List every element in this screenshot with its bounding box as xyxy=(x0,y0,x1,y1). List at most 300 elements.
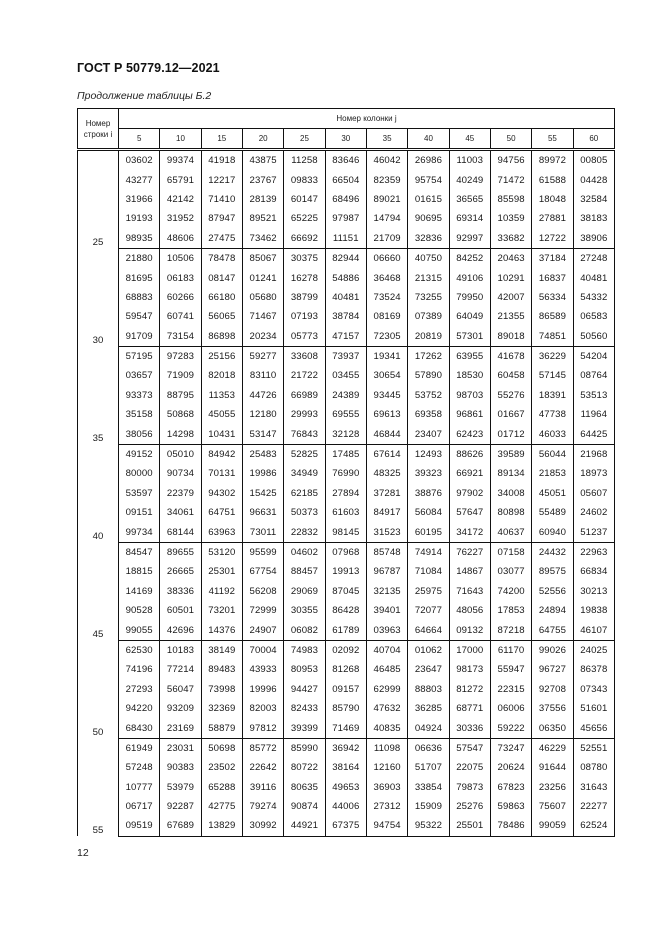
table-cell: 92997 xyxy=(449,229,490,249)
table-row xyxy=(78,582,615,601)
table-cell: 69314 xyxy=(449,209,490,228)
table-cell: 27293 xyxy=(119,680,160,699)
table-cell: 59222 xyxy=(490,718,531,738)
table-cell: 41918 xyxy=(201,150,242,171)
table-cell: 25501 xyxy=(449,816,490,836)
column-group-header: Номер колонки j xyxy=(119,109,615,129)
table-row xyxy=(78,542,615,562)
row-number-label: 50 xyxy=(78,640,119,738)
table-cell: 57890 xyxy=(408,366,449,385)
table-cell: 65288 xyxy=(201,778,242,797)
table-cell: 60501 xyxy=(160,601,201,620)
table-cell: 38183 xyxy=(573,209,614,228)
table-cell: 22315 xyxy=(490,680,531,699)
table-cell: 32135 xyxy=(366,582,407,601)
table-cell: 90528 xyxy=(119,601,160,620)
table-cell: 28139 xyxy=(242,190,283,209)
table-cell: 74851 xyxy=(532,327,573,347)
table-row xyxy=(78,190,615,209)
table-cell: 55276 xyxy=(490,386,531,405)
table-cell: 89018 xyxy=(490,327,531,347)
table-row xyxy=(78,738,615,758)
table-header-row-2 xyxy=(78,129,615,150)
table-cell: 81695 xyxy=(119,268,160,287)
table-cell: 01062 xyxy=(408,640,449,660)
table-cell: 73462 xyxy=(242,229,283,249)
table-cell: 55947 xyxy=(490,660,531,679)
table-cell: 53979 xyxy=(160,778,201,797)
table-cell: 67689 xyxy=(160,816,201,836)
table-cell: 24894 xyxy=(532,601,573,620)
table-cell: 65225 xyxy=(284,209,325,228)
table-cell: 46844 xyxy=(366,424,407,444)
table-cell: 32128 xyxy=(325,424,366,444)
table-cell: 56065 xyxy=(201,307,242,326)
table-cell: 37556 xyxy=(532,699,573,718)
table-cell: 97902 xyxy=(449,484,490,503)
table-row xyxy=(78,522,615,542)
table-row xyxy=(78,346,615,366)
column-number-header: 60 xyxy=(573,129,614,150)
table-row xyxy=(78,268,615,287)
table-cell: 40481 xyxy=(325,288,366,307)
table-cell: 19986 xyxy=(242,464,283,483)
table-cell: 00805 xyxy=(573,150,614,171)
table-cell: 74200 xyxy=(490,582,531,601)
table-cell: 67754 xyxy=(242,562,283,581)
table-cell: 04428 xyxy=(573,170,614,189)
table-cell: 43933 xyxy=(242,660,283,679)
table-cell: 30654 xyxy=(366,366,407,385)
table-cell: 99055 xyxy=(119,620,160,640)
table-cell: 79950 xyxy=(449,288,490,307)
table-cell: 40637 xyxy=(490,522,531,542)
table-cell: 86378 xyxy=(573,660,614,679)
table-row xyxy=(78,503,615,522)
table-cell: 74983 xyxy=(284,640,325,660)
table-cell: 69613 xyxy=(366,405,407,424)
table-cell: 61949 xyxy=(119,738,160,758)
table-cell: 71643 xyxy=(449,582,490,601)
table-cell: 50373 xyxy=(284,503,325,522)
table-cell: 84917 xyxy=(366,503,407,522)
table-cell: 66921 xyxy=(449,464,490,483)
table-cell: 39116 xyxy=(242,778,283,797)
table-cell: 70131 xyxy=(201,464,242,483)
table-cell: 40750 xyxy=(408,248,449,268)
row-number-label: 30 xyxy=(78,248,119,346)
table-cell: 44006 xyxy=(325,797,366,816)
table-cell: 53120 xyxy=(201,542,242,562)
table-cell: 08780 xyxy=(573,758,614,777)
table-cell: 94302 xyxy=(201,484,242,503)
table-cell: 23256 xyxy=(532,778,573,797)
table-cell: 90383 xyxy=(160,758,201,777)
table-cell: 50868 xyxy=(160,405,201,424)
table-cell: 18973 xyxy=(573,464,614,483)
table-cell: 83110 xyxy=(242,366,283,385)
table-cell: 62530 xyxy=(119,640,160,660)
table-cell: 64049 xyxy=(449,307,490,326)
table-cell: 12180 xyxy=(242,405,283,424)
table-row xyxy=(78,444,615,464)
table-row xyxy=(78,248,615,268)
row-number-header xyxy=(78,109,119,150)
table-cell: 03657 xyxy=(119,366,160,385)
table-cell: 83646 xyxy=(325,150,366,171)
table-cell: 34008 xyxy=(490,484,531,503)
table-cell: 47738 xyxy=(532,405,573,424)
table-row xyxy=(78,229,615,249)
table-cell: 77214 xyxy=(160,660,201,679)
table-cell: 73937 xyxy=(325,346,366,366)
table-cell: 63963 xyxy=(201,522,242,542)
table-cell: 24907 xyxy=(242,620,283,640)
table-cell: 01712 xyxy=(490,424,531,444)
table-cell: 27894 xyxy=(325,484,366,503)
table-cell: 72305 xyxy=(366,327,407,347)
table-cell: 69358 xyxy=(408,405,449,424)
table-cell: 66692 xyxy=(284,229,325,249)
table-cell: 20624 xyxy=(490,758,531,777)
table-cell: 48606 xyxy=(160,229,201,249)
table-cell: 59863 xyxy=(490,797,531,816)
table-cell: 17262 xyxy=(408,346,449,366)
table-cell: 44921 xyxy=(284,816,325,836)
table-cell: 98935 xyxy=(119,229,160,249)
table-cell: 67823 xyxy=(490,778,531,797)
column-number-header: 30 xyxy=(325,129,366,150)
table-cell: 33682 xyxy=(490,229,531,249)
table-cell: 99026 xyxy=(532,640,573,660)
table-row xyxy=(78,758,615,777)
table-cell: 24389 xyxy=(325,386,366,405)
table-cell: 14298 xyxy=(160,424,201,444)
table-row xyxy=(78,797,615,816)
table-row xyxy=(78,170,615,189)
table-cell: 86428 xyxy=(325,601,366,620)
table-cell: 06183 xyxy=(160,268,201,287)
table-cell: 17853 xyxy=(490,601,531,620)
table-cell: 75607 xyxy=(532,797,573,816)
table-cell: 80000 xyxy=(119,464,160,483)
table-row xyxy=(78,816,615,836)
table-cell: 80635 xyxy=(284,778,325,797)
table-cell: 85790 xyxy=(325,699,366,718)
table-cell: 09157 xyxy=(325,680,366,699)
table-cell: 11151 xyxy=(325,229,366,249)
table-cell: 30992 xyxy=(242,816,283,836)
table-cell: 73524 xyxy=(366,288,407,307)
table-cell: 49653 xyxy=(325,778,366,797)
table-cell: 78486 xyxy=(490,816,531,836)
table-cell: 40481 xyxy=(573,268,614,287)
table-cell: 80953 xyxy=(284,660,325,679)
table-cell: 39589 xyxy=(490,444,531,464)
table-cell: 57145 xyxy=(532,366,573,385)
table-cell: 38164 xyxy=(325,758,366,777)
table-cell: 36229 xyxy=(532,346,573,366)
table-cell: 98173 xyxy=(449,660,490,679)
table-cell: 27475 xyxy=(201,229,242,249)
table-cell: 73201 xyxy=(201,601,242,620)
table-cell: 60266 xyxy=(160,288,201,307)
table-cell: 45051 xyxy=(532,484,573,503)
table-cell: 16837 xyxy=(532,268,573,287)
table-cell: 22075 xyxy=(449,758,490,777)
table-cell: 53597 xyxy=(119,484,160,503)
table-row xyxy=(78,484,615,503)
table-cell: 68430 xyxy=(119,718,160,738)
table-cell: 97987 xyxy=(325,209,366,228)
table-cell: 25276 xyxy=(449,797,490,816)
table-cell: 45656 xyxy=(573,718,614,738)
table-cell: 10431 xyxy=(201,424,242,444)
table-cell: 82944 xyxy=(325,248,366,268)
table-cell: 46033 xyxy=(532,424,573,444)
table-cell: 46107 xyxy=(573,620,614,640)
table-cell: 89972 xyxy=(532,150,573,171)
row-number-label: 25 xyxy=(78,150,119,249)
table-cell: 42696 xyxy=(160,620,201,640)
table-row xyxy=(78,680,615,699)
table-cell: 18391 xyxy=(532,386,573,405)
table-cell: 57647 xyxy=(449,503,490,522)
table-cell: 84547 xyxy=(119,542,160,562)
table-cell: 10183 xyxy=(160,640,201,660)
table-cell: 38056 xyxy=(119,424,160,444)
table-row xyxy=(78,620,615,640)
table-cell: 67375 xyxy=(325,816,366,836)
table-row xyxy=(78,209,615,228)
table-cell: 52825 xyxy=(284,444,325,464)
table-row xyxy=(78,660,615,679)
table-cell: 21722 xyxy=(284,366,325,385)
table-cell: 47157 xyxy=(325,327,366,347)
table-cell: 19996 xyxy=(242,680,283,699)
table-row xyxy=(78,150,615,171)
table-cell: 33608 xyxy=(284,346,325,366)
table-cell: 40704 xyxy=(366,640,407,660)
table-cell: 21709 xyxy=(366,229,407,249)
table-cell: 60741 xyxy=(160,307,201,326)
table-cell: 68883 xyxy=(119,288,160,307)
table-cell: 06660 xyxy=(366,248,407,268)
table-cell: 32836 xyxy=(408,229,449,249)
table-cell: 23031 xyxy=(160,738,201,758)
table-cell: 79873 xyxy=(449,778,490,797)
table-cell: 27312 xyxy=(366,797,407,816)
table-cell: 27248 xyxy=(573,248,614,268)
table-cell: 79274 xyxy=(242,797,283,816)
table-cell: 85990 xyxy=(284,738,325,758)
table-cell: 22277 xyxy=(573,797,614,816)
table-cell: 35158 xyxy=(119,405,160,424)
table-cell: 12493 xyxy=(408,444,449,464)
table-cell: 96787 xyxy=(366,562,407,581)
table-cell: 42775 xyxy=(201,797,242,816)
table-cell: 99059 xyxy=(532,816,573,836)
table-cell: 50698 xyxy=(201,738,242,758)
table-cell: 91644 xyxy=(532,758,573,777)
table-cell: 34061 xyxy=(160,503,201,522)
table-cell: 64755 xyxy=(532,620,573,640)
random-numbers-table xyxy=(77,108,615,837)
table-cell: 11098 xyxy=(366,738,407,758)
table-cell: 89655 xyxy=(160,542,201,562)
table-cell: 71469 xyxy=(325,718,366,738)
table-cell: 11964 xyxy=(573,405,614,424)
table-cell: 76990 xyxy=(325,464,366,483)
table-cell: 90734 xyxy=(160,464,201,483)
table-cell: 45055 xyxy=(201,405,242,424)
table-cell: 48325 xyxy=(366,464,407,483)
table-cell: 29069 xyxy=(284,582,325,601)
table-cell: 90874 xyxy=(284,797,325,816)
table-cell: 42007 xyxy=(490,288,531,307)
table-cell: 06636 xyxy=(408,738,449,758)
table-cell: 57248 xyxy=(119,758,160,777)
table-row xyxy=(78,307,615,326)
table-cell: 93373 xyxy=(119,386,160,405)
table-cell: 88803 xyxy=(408,680,449,699)
table-cell: 42142 xyxy=(160,190,201,209)
table-cell: 56334 xyxy=(532,288,573,307)
table-cell: 87947 xyxy=(201,209,242,228)
table-cell: 36903 xyxy=(366,778,407,797)
table-cell: 34172 xyxy=(449,522,490,542)
table-cell: 07343 xyxy=(573,680,614,699)
table-cell: 14169 xyxy=(119,582,160,601)
table-cell: 06082 xyxy=(284,620,325,640)
table-cell: 85067 xyxy=(242,248,283,268)
table-cell: 32369 xyxy=(201,699,242,718)
table-cell: 97283 xyxy=(160,346,201,366)
table-row xyxy=(78,288,615,307)
column-number-header: 50 xyxy=(490,129,531,150)
table-cell: 09519 xyxy=(119,816,160,836)
table-cell: 14794 xyxy=(366,209,407,228)
table-cell: 60940 xyxy=(532,522,573,542)
table-cell: 89134 xyxy=(490,464,531,483)
table-cell: 23407 xyxy=(408,424,449,444)
table-cell: 46229 xyxy=(532,738,573,758)
table-cell: 95754 xyxy=(408,170,449,189)
table-cell: 74914 xyxy=(408,542,449,562)
table-cell: 48056 xyxy=(449,601,490,620)
table-cell: 02092 xyxy=(325,640,366,660)
column-number-header: 10 xyxy=(160,129,201,150)
table-cell: 43875 xyxy=(242,150,283,171)
table-cell: 85598 xyxy=(490,190,531,209)
table-cell: 22963 xyxy=(573,542,614,562)
column-number-header: 35 xyxy=(366,129,407,150)
table-cell: 24432 xyxy=(532,542,573,562)
table-cell: 12160 xyxy=(366,758,407,777)
table-cell: 49152 xyxy=(119,444,160,464)
table-cell: 82359 xyxy=(366,170,407,189)
table-cell: 26665 xyxy=(160,562,201,581)
table-cell: 64751 xyxy=(201,503,242,522)
table-cell: 68496 xyxy=(325,190,366,209)
table-cell: 62524 xyxy=(573,816,614,836)
table-cell: 05773 xyxy=(284,327,325,347)
table-cell: 09833 xyxy=(284,170,325,189)
table-cell: 93445 xyxy=(366,386,407,405)
table-cell: 94756 xyxy=(490,150,531,171)
table-cell: 20819 xyxy=(408,327,449,347)
table-cell: 03455 xyxy=(325,366,366,385)
table-cell: 57547 xyxy=(449,738,490,758)
column-number-header: 40 xyxy=(408,129,449,150)
table-cell: 07158 xyxy=(490,542,531,562)
table-cell: 31966 xyxy=(119,190,160,209)
table-cell: 11003 xyxy=(449,150,490,171)
table-cell: 85748 xyxy=(366,542,407,562)
table-cell: 19838 xyxy=(573,601,614,620)
table-cell: 60147 xyxy=(284,190,325,209)
table-cell: 01241 xyxy=(242,268,283,287)
table-cell: 61588 xyxy=(532,170,573,189)
table-cell: 26986 xyxy=(408,150,449,171)
table-cell: 24602 xyxy=(573,503,614,522)
table-cell: 05680 xyxy=(242,288,283,307)
table-cell: 04602 xyxy=(284,542,325,562)
table-cell: 08169 xyxy=(366,307,407,326)
table-cell: 82433 xyxy=(284,699,325,718)
table-cell: 85772 xyxy=(242,738,283,758)
table-cell: 62423 xyxy=(449,424,490,444)
table-cell: 09132 xyxy=(449,620,490,640)
table-cell: 98145 xyxy=(325,522,366,542)
row-number-label: 40 xyxy=(78,444,119,542)
table-cell: 47632 xyxy=(366,699,407,718)
table-cell: 53147 xyxy=(242,424,283,444)
table-cell: 81272 xyxy=(449,680,490,699)
table-cell: 22832 xyxy=(284,522,325,542)
table-cell: 43277 xyxy=(119,170,160,189)
table-cell: 73154 xyxy=(160,327,201,347)
table-cell: 98703 xyxy=(449,386,490,405)
row-number-label: 45 xyxy=(78,542,119,640)
table-cell: 89021 xyxy=(366,190,407,209)
table-cell: 09151 xyxy=(119,503,160,522)
table-cell: 25975 xyxy=(408,582,449,601)
table-cell: 56044 xyxy=(532,444,573,464)
table-cell: 65791 xyxy=(160,170,201,189)
table-row xyxy=(78,718,615,738)
table-cell: 17000 xyxy=(449,640,490,660)
table-cell: 31523 xyxy=(366,522,407,542)
table-cell: 41678 xyxy=(490,346,531,366)
table-cell: 36565 xyxy=(449,190,490,209)
table-cell: 49106 xyxy=(449,268,490,287)
table-cell: 34949 xyxy=(284,464,325,483)
table-cell: 54886 xyxy=(325,268,366,287)
table-cell: 54204 xyxy=(573,346,614,366)
table-cell: 27881 xyxy=(532,209,573,228)
table-cell: 53513 xyxy=(573,386,614,405)
table-row xyxy=(78,699,615,718)
table-cell: 93209 xyxy=(160,699,201,718)
table-cell: 64664 xyxy=(408,620,449,640)
table-cell: 73247 xyxy=(490,738,531,758)
table-cell: 78478 xyxy=(201,248,242,268)
table-cell: 56208 xyxy=(242,582,283,601)
table-cell: 23502 xyxy=(201,758,242,777)
column-number-header: 45 xyxy=(449,129,490,150)
table-cell: 29993 xyxy=(284,405,325,424)
